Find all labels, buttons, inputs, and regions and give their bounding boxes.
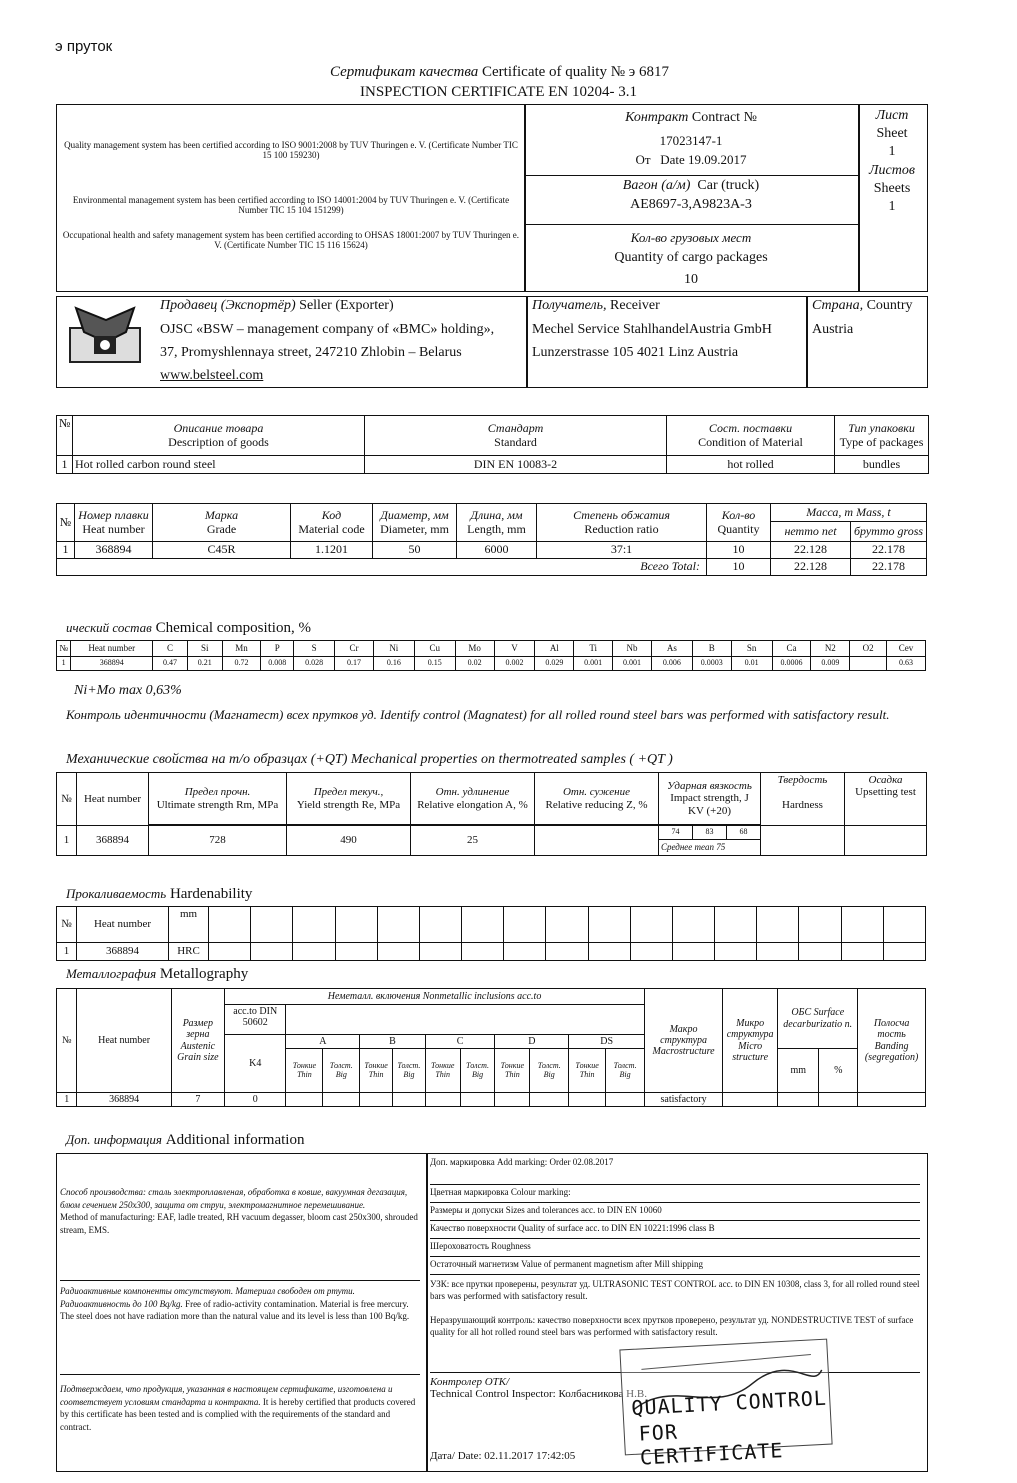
country-label: Страна, Country — [812, 298, 913, 313]
chem-val-o2 — [850, 657, 887, 671]
hard-cell — [630, 943, 672, 961]
heat-h-heat: Номер плавки Heat number — [75, 504, 153, 542]
chem-val-n2: 0.009 — [811, 657, 850, 671]
mech-h-ys: Предел текуч., Yield strength Re, MPa — [287, 773, 411, 825]
conformity: Подтверждаем, что продукция, указанная в настоящем сертификате, изготовлена и соответствует условиям стандарта и контракта. It is hereby certified that products covered by this certificate has been tested and is complied with the requirements of the standard and contract. — [60, 1374, 420, 1433]
mech-row: 1 368894 728 490 25 74 83 68 — [57, 826, 927, 840]
chem-h-heat: Heat number — [71, 641, 153, 657]
car-number: AE8697-3,A9823A-3 — [630, 197, 752, 212]
metallo-h-grain: Размер зерна Austenic Grain size — [171, 989, 224, 1093]
chem-val-cev: 0.63 — [887, 657, 926, 671]
chem-val-sn: 0.01 — [731, 657, 772, 671]
hard-cell — [209, 943, 251, 961]
chem-h-ti: Ti — [574, 641, 613, 657]
goods-h-pack: Тип упаковки Type of packages — [835, 416, 929, 456]
chem-val-s: 0.028 — [294, 657, 335, 671]
receiver-label: Получатель, Receiver — [532, 298, 660, 313]
heat-h-dia: Диаметр, мм Diameter, mm — [373, 504, 457, 542]
hard-cell — [335, 943, 377, 961]
chem-val-as: 0.006 — [651, 657, 692, 671]
metallo-cell — [460, 1093, 495, 1107]
certificate-date: Дата/ Date: 02.11.2017 17:42:05 — [430, 1450, 576, 1462]
country-value: Austria — [812, 322, 854, 337]
hard-cell — [504, 943, 546, 961]
goods-h-cond: Сост. поставки Condition of Material — [667, 416, 835, 456]
impact-mean: Среднее mean 75 — [659, 840, 761, 856]
chem-h-ni: Ni — [373, 641, 414, 657]
hard-cell — [630, 907, 672, 943]
chem-header — [57, 641, 926, 657]
chem-title: ический состав Chemical composition, % — [66, 620, 311, 636]
hard-cell — [715, 943, 757, 961]
hard-cell — [209, 907, 251, 943]
title-ru: Сертификат качества — [330, 64, 479, 80]
chem-h-b: B — [692, 641, 731, 657]
metallo-cell — [360, 1093, 393, 1107]
chem-h-o2: O2 — [850, 641, 887, 657]
metallo-cell — [323, 1093, 360, 1107]
inspector-label: Контролер ОТК/ Technical Control Inspector: Колбасникова Н.В. — [430, 1372, 920, 1400]
chem-h-si: Si — [187, 641, 222, 657]
metallo-h-k4: K4 — [225, 1035, 286, 1093]
mech-h-uts: Предел прочн. Ultimate strength Rm, MPa — [149, 773, 287, 825]
chem-val-b: 0.0003 — [692, 657, 731, 671]
hard-cell — [335, 907, 377, 943]
chem-table — [56, 640, 926, 671]
goods-h-desc: Описание товара Description of goods — [73, 416, 365, 456]
inspection-certificate: INSPECTION CERTIFICATE EN 10204- 3.1 — [360, 84, 638, 100]
hard-cell — [799, 943, 841, 961]
chem-h-mn: Mn — [222, 641, 261, 657]
chem-val-si: 0.21 — [187, 657, 222, 671]
nondestructive-test: Неразрушающий контроль: качество поверхности всех прутков проверено, результат уд. NONDESTRUCTIVE TEST of surface quality for all hot rolled round steel bars was performed with satisfactory result. — [430, 1315, 914, 1338]
hard-cell — [419, 943, 461, 961]
sizes-tolerances: Размеры и допуски Sizes and tolerances acc. to DIN EN 10060 — [430, 1202, 920, 1215]
chem-val-mn: 0.72 — [222, 657, 261, 671]
chem-val-ca: 0.0006 — [772, 657, 811, 671]
chem-h-p: P — [261, 641, 294, 657]
hard-h-no: № — [57, 907, 77, 943]
goods-table — [56, 415, 929, 474]
big-b: Толст. Big — [393, 1049, 426, 1093]
sheet-info: Лист Sheet 1 Листов Sheets 1 — [869, 108, 915, 214]
seller-address: 37, Promyshlennaya street, 247210 Zhlobin – Belarus — [160, 345, 462, 360]
goods-h-no: № — [57, 416, 73, 456]
mech-h-no: № — [57, 773, 77, 826]
metallo-cell — [286, 1093, 323, 1107]
metallo-cell — [569, 1093, 606, 1107]
hard-cell — [715, 907, 757, 943]
method-manufacturing: Способ производства: сталь электроплавленая, обработка в ковше, вакуумная дегазация, блюм сечением 250х300, защита от струи, электромагнитное перемешивание. Method of manufacturing: EAF, ladle treated, RH vacuum degasser, bloom cast 250x300, shrouded stream, EMS. — [60, 1187, 418, 1235]
metallo-macro-value: satisfactory — [645, 1093, 723, 1107]
hard-cell — [757, 943, 799, 961]
chem-h-cr: Cr — [335, 641, 374, 657]
contract-date: От Date 19.09.2017 — [635, 152, 747, 167]
mech-h-upsetting: Осадка Upsetting test — [845, 773, 927, 826]
heat-h-code: Код Material code — [291, 504, 373, 542]
heat-h-qty: Кол-во Quantity — [707, 504, 771, 542]
title-en: Certificate of quality № э 6817 — [482, 64, 669, 80]
nmi-group-ds: DS — [569, 1035, 645, 1049]
big-a: Толст. Big — [323, 1049, 360, 1093]
chem-h-nb: Nb — [613, 641, 652, 657]
quality-control-stamp — [619, 1339, 832, 1470]
mech-h-hardness: Твердость Hardness — [761, 773, 845, 826]
radioactivity: Радиоактивные компоненты отсутствуют. Материал свободен от ртути. Радиоактивность до 100 Bq/kg. Free of radio-activity contamination. Material is free mercury. The steel does not have radiation more than the natural value and its level is less than 100 Bq/kg. — [60, 1280, 420, 1323]
thin-d: Тонкие Thin — [495, 1049, 530, 1093]
hard-cell — [883, 907, 925, 943]
goods-h-std: Стандарт Standard — [365, 416, 667, 456]
metallo-cell — [495, 1093, 530, 1107]
chem-h-as: As — [651, 641, 692, 657]
metallo-cell — [530, 1093, 569, 1107]
metallo-cell — [778, 1093, 819, 1107]
metallo-h-acc: acc.to DIN 50602 — [225, 1005, 286, 1035]
hard-cell — [672, 943, 714, 961]
seller-name: OJSC «BSW – management company of «BMC» holding», — [160, 322, 495, 337]
hard-cell — [377, 907, 419, 943]
chem-h-no: № — [57, 641, 71, 657]
receiver-name: Mechel Service StahlhandelAustria GmbH — [532, 322, 772, 337]
big-c: Толст. Big — [460, 1049, 495, 1093]
certificate-title — [330, 64, 669, 81]
hard-cell — [377, 943, 419, 961]
hard-cell — [799, 907, 841, 943]
hard-h-mm: mm — [169, 907, 209, 943]
decarb-mm: mm — [778, 1049, 819, 1093]
heat-total-label: Всего Total: — [57, 559, 707, 576]
thin-ds: Тонкие Thin — [569, 1049, 606, 1093]
heat-row: 1 368894 C45R 1.1201 50 6000 37:1 10 22.128 22.178 — [57, 542, 927, 559]
metallo-cell — [858, 1093, 926, 1107]
hard-cell — [293, 907, 335, 943]
metallo-h-macro: Макро структура Macrostructure — [645, 989, 723, 1093]
hard-cell — [251, 943, 293, 961]
metallo-h-no: № — [57, 989, 77, 1093]
hard-cell — [588, 943, 630, 961]
chem-val-ni: 0.16 — [373, 657, 414, 671]
identify-control: Контроль идентичности (Магнатест) всех прутков уд. Identify control (Magnatest) for all rolled round steel bars was performed with satisfactory result. — [66, 707, 890, 722]
metallo-cell — [819, 1093, 858, 1107]
hard-row: 1 368894 HRC — [57, 943, 926, 961]
chem-h-s: S — [294, 641, 335, 657]
metallo-h-nmi: Неметалл. включения Nonmetallic inclusions acc.to — [225, 989, 645, 1005]
mech-h-impact: Ударная вязкость Impact strength, J KV (+20) — [659, 773, 761, 825]
chem-h-v: V — [494, 641, 535, 657]
chem-h-mo: Mo — [455, 641, 494, 657]
chem-note: Ni+Mo max 0,63% — [74, 683, 182, 698]
packages-label-ru: Кол-во грузовых мест — [524, 224, 858, 246]
thin-a: Тонкие Thin — [286, 1049, 323, 1093]
heat-table — [56, 503, 927, 576]
chem-h-cev: Cev — [887, 641, 926, 657]
chem-val-mo: 0.02 — [455, 657, 494, 671]
chem-h-c: C — [153, 641, 188, 657]
hard-cell — [462, 907, 504, 943]
contract-number: 17023147-1 — [659, 133, 723, 148]
colour-marking: Цветная маркировка Colour marking: — [430, 1184, 920, 1197]
chem-h-ca: Ca — [772, 641, 811, 657]
hard-h-heat: Heat number — [77, 907, 169, 943]
chem-h-n2: N2 — [811, 641, 850, 657]
metallo-table — [56, 988, 926, 1107]
metallo-cell — [425, 1093, 460, 1107]
seller-web[interactable]: www.belsteel.com — [160, 368, 264, 383]
hard-cell — [462, 943, 504, 961]
big-ds: Толст. Big — [606, 1049, 645, 1093]
metallo-cell — [606, 1093, 645, 1107]
mech-h-rr: Отн. сужение Relative reducing Z, % — [535, 773, 659, 825]
metallo-cell — [722, 1093, 777, 1107]
nmi-group-a: A — [286, 1035, 360, 1049]
metallo-title: Металлография Metallography — [66, 966, 249, 982]
addl-title: Доп. информация Additional information — [66, 1132, 305, 1148]
packages-number: 10 — [684, 272, 698, 287]
heat-total-row: Всего Total: 10 22.128 22.178 — [57, 559, 927, 576]
corner-note: э пруток — [55, 38, 113, 55]
receiver-address: Lunzerstrasse 105 4021 Linz Austria — [532, 345, 739, 360]
nmi-group-b: B — [360, 1035, 426, 1049]
chem-h-cu: Cu — [414, 641, 455, 657]
packages-label-en: Quantity of cargo packages — [614, 250, 768, 265]
chem-row: 1 368894 0.47 0.21 0.72 0.008 0.028 0.17 0.16 0.15 0.02 0.002 0.029 0.001 0.001 0.006 0.0003 0.01 0.0006 0.009 0.63 — [57, 657, 926, 671]
bmc-logo — [66, 302, 144, 374]
stamp-line-1: QUALITY CONTROL — [630, 1385, 828, 1420]
add-marking: Доп. маркировка Add marking: Order 02.08.2017 — [430, 1157, 614, 1167]
chem-val-c: 0.47 — [153, 657, 188, 671]
surface-quality: Качество поверхности Quality of surface acc. to DIN EN 10221:1996 class B — [430, 1220, 920, 1233]
chem-val-p: 0.008 — [261, 657, 294, 671]
heat-h-gross: брутто gross — [851, 522, 927, 542]
hard-cell — [588, 907, 630, 943]
chem-val-v: 0.002 — [494, 657, 535, 671]
hard-cell — [841, 907, 883, 943]
big-d: Толст. Big — [530, 1049, 569, 1093]
thin-c: Тонкие Thin — [425, 1049, 460, 1093]
hard-cell — [841, 943, 883, 961]
heat-h-len: Длина, мм Length, mm — [457, 504, 537, 542]
mech-table — [56, 772, 927, 856]
heat-h-net: нетто net — [771, 522, 851, 542]
hard-cell — [883, 943, 925, 961]
hard-table — [56, 906, 926, 961]
hard-title: Прокаливаемость Hardenability — [66, 886, 253, 902]
roughness: Шероховатость Roughness — [430, 1238, 920, 1251]
chem-val-cu: 0.15 — [414, 657, 455, 671]
chem-h-al: Al — [535, 641, 574, 657]
magnetism: Остаточный магнетизм Value of permanent magnetism after Mill shipping — [430, 1256, 920, 1269]
metallo-h-banding: Полосча тость Banding (segregation) — [858, 989, 926, 1093]
metallo-h-heat: Heat number — [77, 989, 171, 1093]
ultrasonic-test: УЗК: все прутки проверены, результат уд. ULTRASONIC TEST CONTROL acc. to DIN EN 10308, class 3, for all rolled round steel bars was performed with satisfactory result. — [430, 1274, 920, 1302]
hard-cell — [546, 943, 588, 961]
heat-h-no: № — [57, 504, 75, 542]
hard-cell — [293, 943, 335, 961]
metallo-cell — [393, 1093, 426, 1107]
heat-h-mass: Масса, т Mass, t — [771, 504, 927, 522]
hard-cell — [672, 907, 714, 943]
hard-cell — [546, 907, 588, 943]
goods-row: 1 Hot rolled carbon round steel DIN EN 10083-2 hot rolled bundles — [57, 456, 929, 474]
chem-val-ti: 0.001 — [574, 657, 613, 671]
chem-val-al: 0.029 — [535, 657, 574, 671]
heat-h-grade: Марка Grade — [153, 504, 291, 542]
metallo-row: 1 368894 7 0 satisfactory — [57, 1093, 926, 1107]
nmi-group-d: D — [495, 1035, 569, 1049]
mech-h-el: Отн. удлинение Relative elongation A, % — [411, 773, 535, 825]
car-label: Вагон (а/м) Car (truck) — [524, 175, 858, 194]
qms-3: Occupational health and safety management system has been certified according to OHSAS 18001:2007 by TUV Thuringen e. V. (Certificate Number TIC 15 116 15624) — [62, 230, 520, 250]
mech-title: Механические свойства на т/о образцах (+QT) Mechanical properties on thermotreated samples ( +QT ) — [66, 752, 673, 767]
hard-cell — [757, 907, 799, 943]
mech-h-heat: Heat number — [77, 773, 149, 826]
decarb-pct: % — [819, 1049, 858, 1093]
thin-b: Тонкие Thin — [360, 1049, 393, 1093]
metallo-h-decarb: ОБС Surface decarburizatio n. — [778, 989, 858, 1049]
heat-h-red: Степень обжатия Reduction ratio — [537, 504, 707, 542]
nmi-group-c: C — [425, 1035, 495, 1049]
seller-label: Продавец (Экспортёр) Seller (Exporter) — [160, 298, 394, 313]
contract-label: Контракт Contract № — [625, 110, 757, 125]
chem-val-cr: 0.17 — [335, 657, 374, 671]
qms-1: Quality management system has been certified according to ISO 9001:2008 by TUV Thuringen e. V. (Certificate Number TIC 15 100 159230) — [64, 140, 518, 160]
stamp-line-2: FOR CERTIFICATE — [638, 1419, 784, 1470]
hard-cell — [419, 907, 461, 943]
chem-h-sn: Sn — [731, 641, 772, 657]
qms-2: Environmental management system has been certified according to ISO 14001:2004 by TUV Thuringen e. V. (Certificate Number TIC 15 104 151299) — [72, 195, 510, 215]
hard-cell — [251, 907, 293, 943]
metallo-h-micro: Микро структура Micro structure — [722, 989, 777, 1093]
chem-val-nb: 0.001 — [613, 657, 652, 671]
hard-cell — [504, 907, 546, 943]
